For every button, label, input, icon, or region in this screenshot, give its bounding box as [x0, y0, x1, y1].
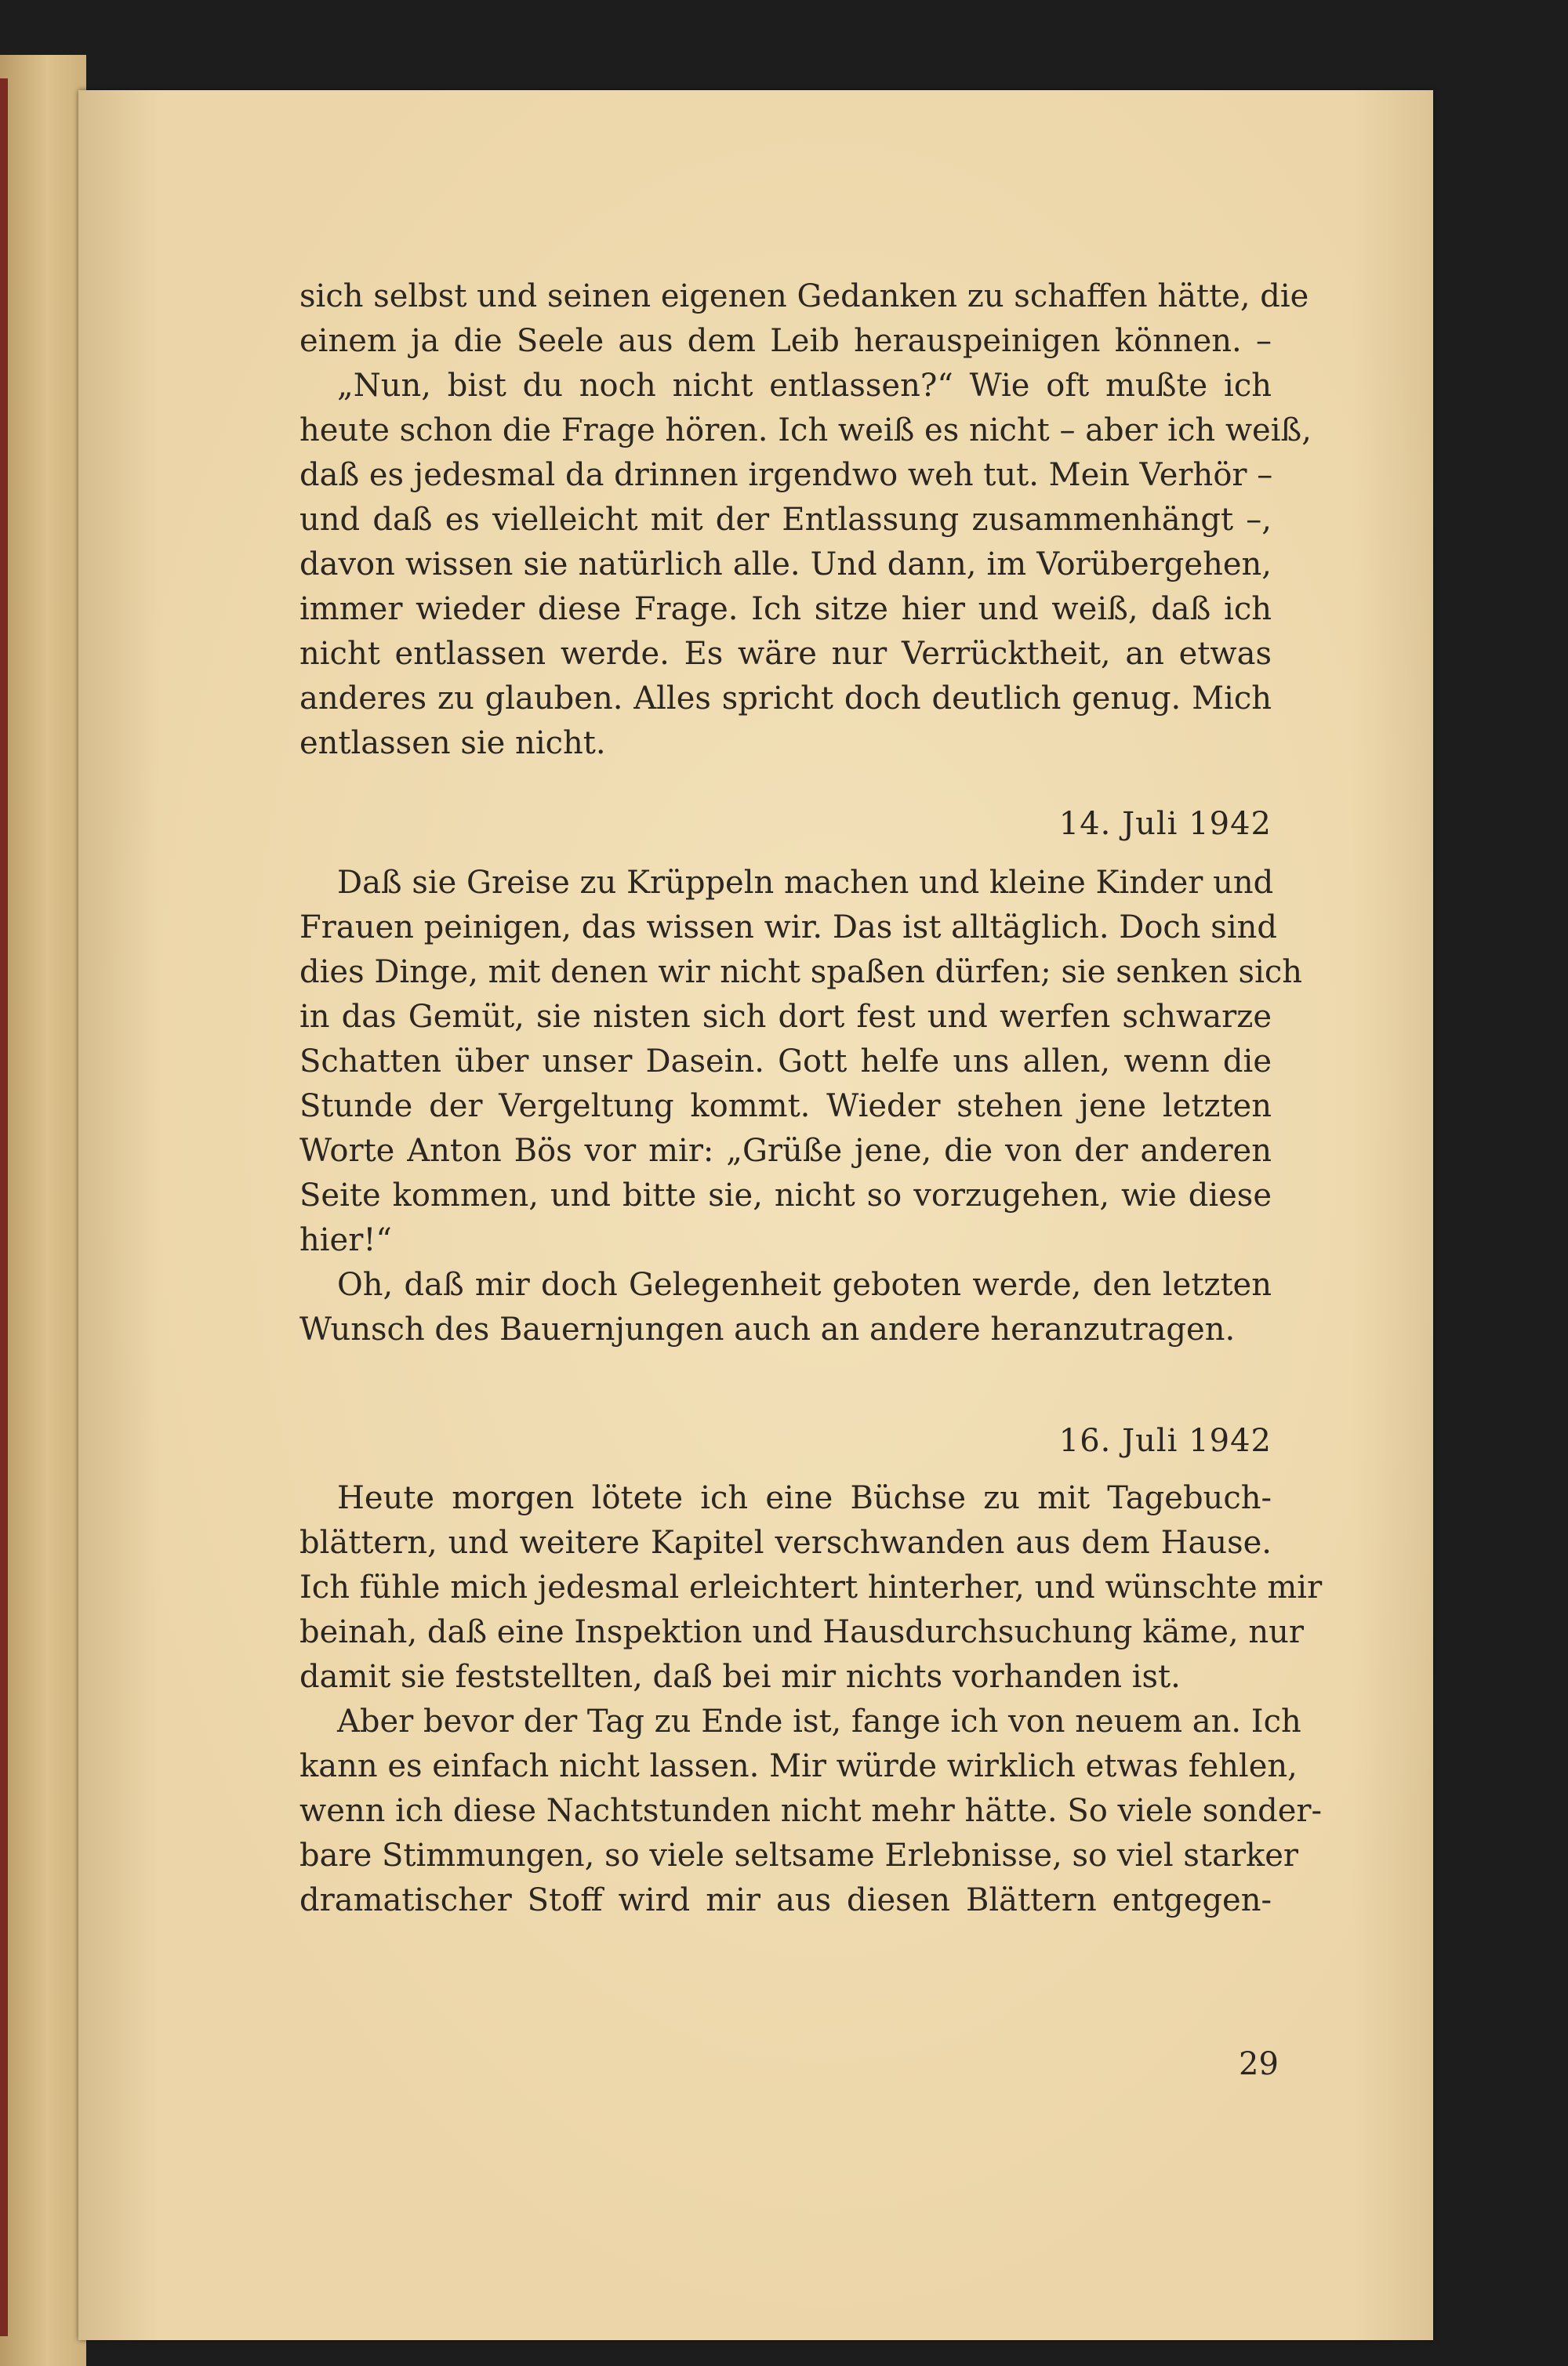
text-line: kann es einfach nicht lassen. Mir würde wirklich etwas fehlen,	[299, 1748, 1298, 1784]
previous-page-edge	[0, 55, 86, 2366]
page-number: 29	[1239, 2046, 1279, 2082]
text-line: in das Gemüt, sie nisten sich dort fest und werfen schwarze	[299, 999, 1272, 1035]
text-line: hier!“	[299, 1222, 392, 1258]
text-line: sich selbst und seinen eigenen Gedanken zu schaffen hätte, die	[299, 278, 1309, 314]
text-line: Seite kommen, und bitte sie, nicht so vorzugehen, wie diese	[299, 1178, 1272, 1214]
text-line: immer wieder diese Frage. Ich sitze hier und weiß, daß ich	[299, 591, 1272, 627]
text-line: Aber bevor der Tag zu Ende ist, fange ich von neuem an. Ich	[337, 1704, 1301, 1740]
text-line: Oh, daß mir doch Gelegenheit geboten werde, den letzten	[337, 1267, 1272, 1303]
text-line: und daß es vielleicht mit der Entlassung zusammenhängt –,	[299, 502, 1272, 538]
text-line: wenn ich diese Nachtstunden nicht mehr hätte. So viele sonder-	[299, 1793, 1323, 1829]
text-line: entlassen sie nicht.	[299, 725, 606, 761]
text-line: Daß sie Greise zu Krüppeln machen und kleine Kinder und	[337, 865, 1274, 901]
text-line: bare Stimmungen, so viele seltsame Erlebnisse, so viel starker	[299, 1838, 1299, 1874]
text-line: anderes zu glauben. Alles spricht doch deutlich genug. Mich	[299, 680, 1272, 717]
book-page	[78, 90, 1433, 2340]
text-line: damit sie feststellten, daß bei mir nichts vorhanden ist.	[299, 1659, 1181, 1695]
text-line: Ich fühle mich jedesmal erleichtert hinterher, und wünschte mir	[299, 1569, 1323, 1606]
text-line: Schatten über unser Dasein. Gott helfe uns allen, wenn die	[299, 1043, 1272, 1080]
text-line: Heute morgen lötete ich eine Büchse zu mit Tagebuch-	[337, 1480, 1272, 1516]
text-line: beinah, daß eine Inspektion und Hausdurchsuchung käme, nur	[299, 1614, 1304, 1650]
text-line: davon wissen sie natürlich alle. Und dann, im Vorübergehen,	[299, 546, 1272, 582]
text-line: einem ja die Seele aus dem Leib herauspeinigen können. –	[299, 323, 1272, 359]
text-line: Stunde der Vergeltung kommt. Wieder stehen jene letzten	[299, 1088, 1272, 1124]
text-line: nicht entlassen werde. Es wäre nur Verrücktheit, an etwas	[299, 636, 1272, 672]
text-line: dramatischer Stoff wird mir aus diesen Blättern entgegen-	[299, 1882, 1272, 1918]
entry-date: 14. Juli 1942	[1058, 806, 1272, 842]
text-line: Wunsch des Bauernjungen auch an andere heranzutragen.	[299, 1312, 1236, 1348]
text-line: daß es jedesmal da drinnen irgendwo weh tut. Mein Verhör –	[299, 457, 1273, 493]
text-line: heute schon die Frage hören. Ich weiß es nicht – aber ich weiß,	[299, 412, 1312, 448]
entry-date: 16. Juli 1942	[1058, 1423, 1272, 1459]
text-line: blättern, und weitere Kapitel verschwanden aus dem Hause.	[299, 1525, 1272, 1561]
text-line: Frauen peinigen, das wissen wir. Das ist alltäglich. Doch sind	[299, 909, 1277, 945]
text-line: dies Dinge, mit denen wir nicht spaßen dürfen; sie senken sich	[299, 954, 1303, 990]
text-line: Worte Anton Bös vor mir: „Grüße jene, die von der anderen	[299, 1133, 1272, 1169]
text-line: „Nun, bist du noch nicht entlassen?“ Wie oft mußte ich	[337, 368, 1272, 404]
book-spine	[0, 78, 8, 2336]
